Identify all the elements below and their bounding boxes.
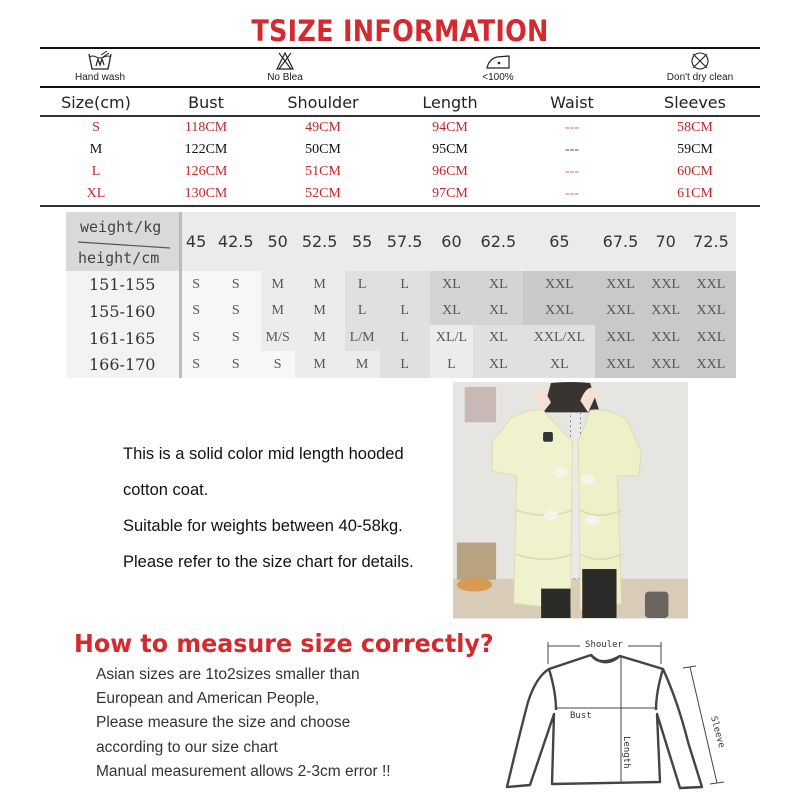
- cell-size: XL: [86, 186, 106, 202]
- size-cell: XL: [473, 298, 523, 325]
- header-sleeves: Sleeves: [664, 92, 726, 112]
- size-cell: S: [211, 298, 261, 325]
- measure-instructions: [96, 663, 391, 784]
- page-title: TSIZE INFORMATION: [251, 14, 549, 48]
- shoulder-label: Shouler: [585, 640, 623, 650]
- size-cell: XXL: [595, 351, 645, 378]
- weight-col: 45: [180, 212, 211, 271]
- size-cell: XXL: [523, 271, 595, 298]
- cell-size: L: [91, 164, 101, 180]
- no-dry-clean-icon: [690, 51, 710, 71]
- size-row-l: [40, 161, 760, 184]
- size-table-header: [40, 89, 760, 116]
- care-item-iron: [458, 49, 538, 83]
- height-label: 161-165: [66, 325, 180, 352]
- height-row: [66, 271, 736, 298]
- weight-col: 57.5: [380, 212, 430, 271]
- care-label: No Blea: [267, 72, 303, 83]
- size-cell: S: [211, 325, 261, 352]
- weight-col: 65: [523, 212, 595, 271]
- header-size: Size(cm): [61, 92, 131, 112]
- measure-line: Please measure the size and choose: [96, 714, 351, 732]
- cell-bust: 126CM: [184, 164, 228, 180]
- size-cell: XXL/XL: [523, 325, 595, 352]
- size-cell: XXL: [595, 325, 645, 352]
- cell-shoulder: 49CM: [305, 119, 341, 135]
- cell-length: 94CM: [432, 119, 468, 135]
- size-cell: S: [211, 271, 261, 298]
- size-cell: L: [380, 298, 430, 325]
- size-cell: XXL: [645, 325, 685, 352]
- no-bleach-icon: [275, 51, 295, 71]
- size-cell: XXL: [686, 271, 736, 298]
- description-line: Please refer to the size chart for details.: [123, 553, 414, 571]
- product-description: [123, 436, 414, 580]
- size-cell: XL: [473, 325, 523, 352]
- size-cell: XXL: [595, 271, 645, 298]
- cell-length: 96CM: [432, 164, 468, 180]
- height-row: [66, 325, 736, 352]
- cell-waist: ---: [565, 141, 579, 157]
- size-cell: XXL: [686, 325, 736, 352]
- table-corner: [66, 212, 180, 271]
- cell-shoulder: 52CM: [305, 186, 341, 202]
- size-cell: S: [261, 351, 295, 378]
- care-label: Don't dry clean: [666, 72, 734, 83]
- size-cell: S: [180, 325, 211, 352]
- size-cell: M: [295, 325, 345, 352]
- size-cell: S: [180, 298, 211, 325]
- weight-col: 55: [345, 212, 380, 271]
- size-cell: XL/L: [430, 325, 474, 352]
- description-line: Suitable for weights between 40-58kg.: [123, 517, 403, 535]
- size-cell: L: [380, 325, 430, 352]
- cell-shoulder: 51CM: [305, 164, 341, 180]
- size-cell: L: [380, 351, 430, 378]
- care-item-no-dry-clean: [650, 49, 750, 83]
- measure-line: Asian sizes are 1to2sizes smaller than: [96, 666, 360, 683]
- sweater-outline-icon: [500, 622, 760, 800]
- header-length: Length: [422, 92, 478, 112]
- hand-wash-icon: [87, 51, 113, 71]
- size-row-m: [40, 139, 760, 162]
- cell-length: 97CM: [432, 186, 468, 202]
- size-cell: XL: [430, 298, 474, 325]
- size-cell: XL: [473, 351, 523, 378]
- cell-length: 95CM: [432, 141, 468, 157]
- weight-col: 70: [645, 212, 685, 271]
- size-cell: M: [295, 271, 345, 298]
- weight-col: 67.5: [595, 212, 645, 271]
- size-cell: XXL: [645, 351, 685, 378]
- cell-sleeves: 58CM: [677, 119, 713, 135]
- size-cell: L: [430, 351, 474, 378]
- size-cell: L/M: [345, 325, 380, 352]
- size-cell: XXL: [645, 298, 685, 325]
- weight-col: 62.5: [473, 212, 523, 271]
- cell-waist: ---: [565, 186, 579, 202]
- length-label: Length: [621, 736, 631, 769]
- size-row-s: [40, 116, 760, 139]
- header-shoulder: Shoulder: [287, 92, 359, 112]
- measure-heading: How to measure size correctly?: [74, 629, 494, 658]
- product-photo: [453, 382, 688, 619]
- care-label: <100%: [482, 72, 514, 83]
- size-cell: M/S: [261, 325, 295, 352]
- cell-sleeves: 59CM: [677, 141, 713, 157]
- coat-photo-illustration: [453, 382, 688, 619]
- size-cell: M: [295, 298, 345, 325]
- size-cell: XXL: [523, 298, 595, 325]
- care-label: Hand wash: [74, 72, 126, 83]
- cell-sleeves: 61CM: [677, 186, 713, 202]
- header-bust: Bust: [188, 92, 224, 112]
- weight-axis-label: weight/kg: [80, 218, 162, 236]
- measurement-diagram: [500, 622, 760, 800]
- care-item-no-bleach: [245, 49, 325, 83]
- cell-sleeves: 60CM: [677, 164, 713, 180]
- size-cell: L: [345, 271, 380, 298]
- size-cell: XL: [473, 271, 523, 298]
- size-cell: L: [345, 298, 380, 325]
- bust-label: Bust: [570, 711, 592, 721]
- size-row-xl: [40, 184, 760, 207]
- size-cell: XXL: [686, 351, 736, 378]
- weight-col: 60: [430, 212, 474, 271]
- care-item-hand-wash: [60, 49, 140, 83]
- sleeve-label: Sleeve: [708, 715, 727, 750]
- height-label: 155-160: [66, 298, 180, 325]
- weight-col: 52.5: [295, 212, 345, 271]
- size-cell: L: [380, 271, 430, 298]
- weight-col: 72.5: [686, 212, 736, 271]
- description-line: cotton coat.: [123, 481, 209, 499]
- cell-shoulder: 50CM: [305, 141, 341, 157]
- size-cell: M: [345, 351, 380, 378]
- measure-line: Manual measurement allows 2-3cm error !!: [96, 762, 391, 780]
- size-cell: M: [261, 298, 295, 325]
- size-cell: S: [211, 351, 261, 378]
- measure-line: according to our size chart: [96, 738, 278, 756]
- weight-col: 42.5: [211, 212, 261, 271]
- iron-low-icon: [484, 51, 512, 71]
- cell-size: S: [92, 119, 100, 135]
- cell-waist: ---: [565, 119, 579, 135]
- size-cell: M: [261, 271, 295, 298]
- weight-header-row: [66, 212, 736, 271]
- size-cell: S: [180, 271, 211, 298]
- size-cell: XL: [430, 271, 474, 298]
- cell-bust: 122CM: [184, 141, 228, 157]
- height-axis-label: height/cm: [78, 249, 160, 268]
- header-waist: Waist: [550, 92, 594, 112]
- measure-line: European and American People,: [96, 690, 320, 708]
- height-row: [66, 298, 736, 325]
- size-table: [40, 89, 760, 207]
- size-cell: XXL: [595, 298, 645, 325]
- cell-waist: ---: [565, 164, 579, 180]
- cell-bust: 118CM: [184, 119, 228, 135]
- size-cell: XXL: [645, 271, 685, 298]
- description-line: This is a solid color mid length hooded: [123, 445, 404, 463]
- size-cell: XXL: [686, 298, 736, 325]
- cell-bust: 130CM: [184, 186, 228, 202]
- cell-size: M: [89, 141, 103, 157]
- height-row: [66, 351, 736, 378]
- size-cell: M: [295, 351, 345, 378]
- care-instructions-row: [40, 47, 760, 88]
- size-cell: XL: [523, 351, 595, 378]
- weight-height-table: [66, 212, 736, 378]
- height-label: 151-155: [66, 271, 180, 298]
- height-label: 166-170: [66, 351, 180, 378]
- weight-col: 50: [261, 212, 295, 271]
- size-cell: S: [180, 351, 211, 378]
